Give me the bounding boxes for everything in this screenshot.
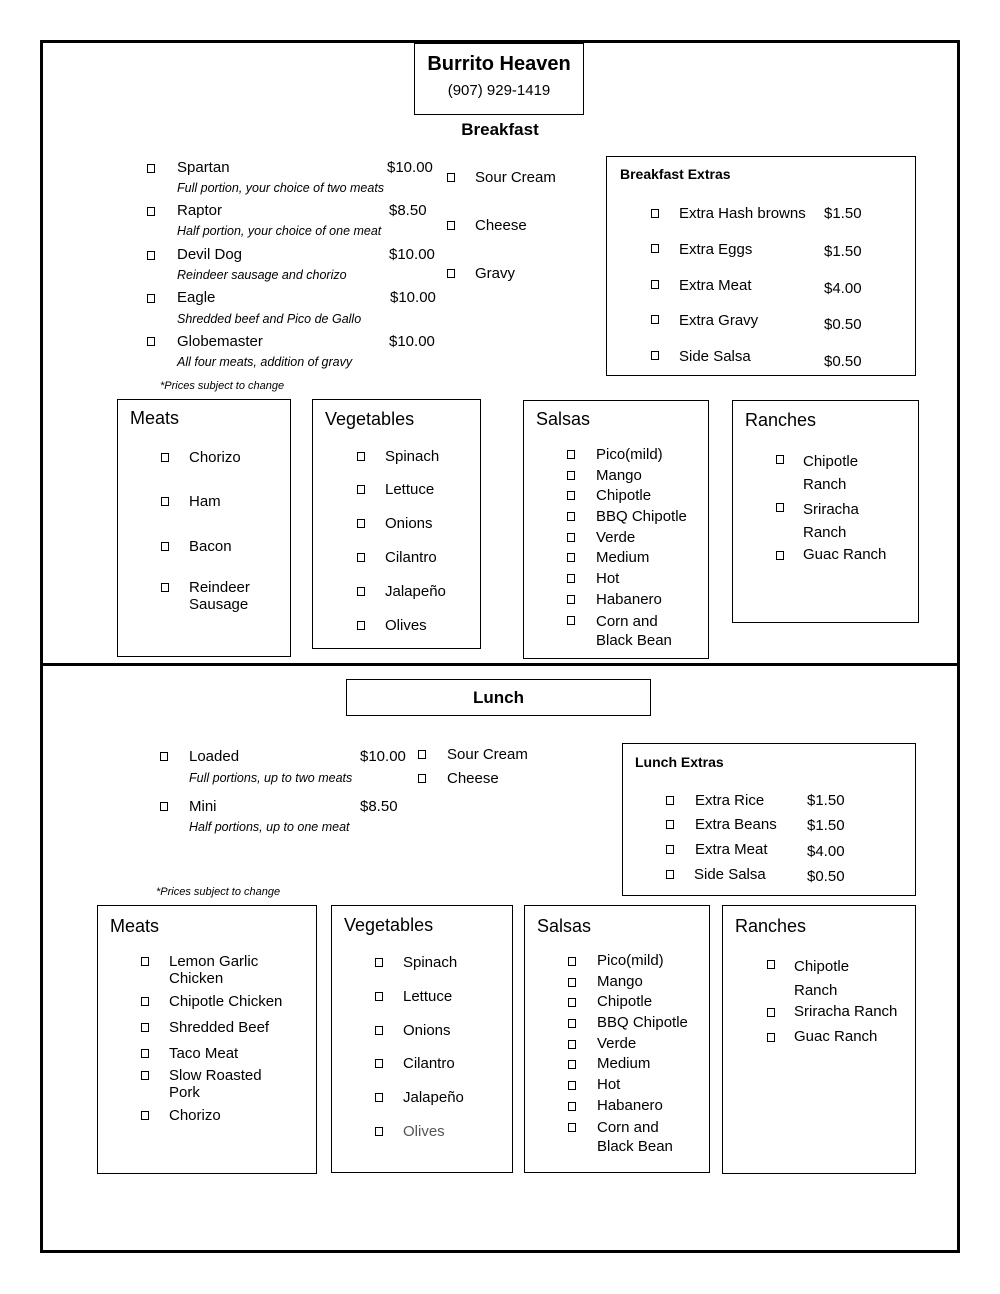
burrito-desc: All four meats, addition of gravy (177, 355, 353, 369)
salsa-label: Verde (596, 529, 636, 546)
lunch-title: Lunch (473, 688, 524, 707)
extra-price: $1.50 (824, 243, 862, 260)
checkbox[interactable] (651, 244, 659, 253)
ranch-label: Sriracha Ranch (794, 1003, 898, 1020)
checkbox[interactable] (357, 587, 365, 596)
burrito-desc: Full portion, your choice of two meats (177, 181, 385, 195)
checkbox[interactable] (447, 173, 455, 182)
extra-name: Extra Rice (695, 792, 765, 809)
vegetable-label: Spinach (403, 954, 458, 971)
vegetable-label: Jalapeño (385, 583, 446, 600)
checkbox[interactable] (567, 574, 575, 583)
salsas-title: Salsas (536, 409, 591, 429)
breakfast-ranches-box (732, 400, 919, 623)
checkbox[interactable] (651, 315, 659, 324)
vegetable-label: Olives (403, 1123, 445, 1140)
burrito-price: $10.00 (390, 289, 436, 306)
meat-label: Chipotle Chicken (169, 993, 283, 1010)
checkbox[interactable] (568, 978, 576, 987)
checkbox[interactable] (161, 497, 169, 506)
burrito-desc: Shredded beef and Pico de Gallo (177, 312, 362, 326)
checkbox[interactable] (375, 958, 383, 967)
lunch-extras-box (622, 743, 916, 896)
extra-price: $4.00 (807, 843, 845, 860)
checkbox[interactable] (568, 1102, 576, 1111)
lunch-ranches-box (722, 905, 916, 1174)
checkbox[interactable] (776, 551, 784, 560)
checkbox[interactable] (160, 802, 168, 811)
checkbox[interactable] (567, 616, 575, 625)
meat-label: Chorizo (189, 449, 241, 466)
breakfast-title: Breakfast (461, 120, 539, 139)
checkbox[interactable] (567, 512, 575, 521)
checkbox[interactable] (567, 533, 575, 542)
lunch-meats-box (97, 905, 317, 1174)
breakfast-salsas-box (523, 400, 709, 659)
lunch-vegetables-box (331, 905, 513, 1173)
restaurant-title: Burrito Heaven (427, 53, 571, 75)
extra-name: Extra Meat (695, 841, 768, 858)
meat-label: Bacon (189, 538, 232, 555)
breakfast-vegetables-box (312, 399, 481, 649)
burrito-name: Globemaster (177, 333, 263, 350)
checkbox[interactable] (418, 774, 426, 783)
salsas-title: Salsas (537, 916, 592, 936)
checkbox[interactable] (666, 820, 674, 829)
checkbox[interactable] (767, 1033, 775, 1042)
checkbox[interactable] (568, 998, 576, 1007)
checkbox[interactable] (161, 542, 169, 551)
burrito-name: Mini (189, 798, 217, 815)
checkbox[interactable] (147, 164, 155, 173)
extra-price: $1.50 (824, 205, 862, 222)
checkbox[interactable] (141, 1049, 149, 1058)
extra-name: Extra Beans (695, 816, 777, 833)
meats-title: Meats (110, 916, 160, 936)
checkbox[interactable] (160, 752, 168, 761)
checkbox[interactable] (666, 796, 674, 805)
meat-label: Ham (189, 493, 221, 510)
checkbox[interactable] (375, 1093, 383, 1102)
extra-name: Side Salsa (679, 348, 751, 365)
checkbox[interactable] (666, 870, 674, 879)
breakfast-extras-box (606, 156, 916, 376)
checkbox[interactable] (147, 337, 155, 346)
extra-price: $0.50 (824, 353, 862, 370)
extra-name: Extra Meat (679, 277, 752, 294)
checkbox[interactable] (447, 269, 455, 278)
checkbox[interactable] (141, 957, 149, 966)
vegetables-title: Vegetables (344, 915, 434, 935)
salsa-label: Habanero (597, 1097, 663, 1114)
checkbox[interactable] (666, 845, 674, 854)
burrito-name: Devil Dog (177, 246, 243, 263)
checkbox[interactable] (147, 251, 155, 260)
extra-name: Extra Eggs (679, 241, 753, 258)
checkbox[interactable] (651, 280, 659, 289)
topping-label: Sour Cream (447, 746, 528, 763)
ranches-title: Ranches (735, 916, 807, 936)
checkbox[interactable] (141, 1111, 149, 1120)
salsa-label: Pico(mild) (596, 446, 663, 463)
breakfast-meats-box (117, 399, 291, 657)
burrito-desc: Half portion, your choice of one meat (177, 224, 382, 238)
burrito-desc: Full portions, up to two meats (189, 771, 353, 785)
salsa-label: Pico(mild) (597, 952, 664, 969)
meats-title: Meats (130, 408, 180, 428)
checkbox[interactable] (357, 452, 365, 461)
vegetable-label: Lettuce (403, 988, 453, 1005)
checkbox[interactable] (776, 503, 784, 512)
vegetable-label: Jalapeño (403, 1089, 464, 1106)
checkbox[interactable] (568, 1060, 576, 1069)
checkbox[interactable] (568, 1040, 576, 1049)
vegetable-label: Onions (385, 515, 433, 532)
checkbox[interactable] (357, 519, 365, 528)
meat-label: Shredded Beef (169, 1019, 270, 1036)
checkbox[interactable] (161, 453, 169, 462)
extra-price: $4.00 (824, 280, 862, 297)
checkbox[interactable] (567, 553, 575, 562)
salsa-label: Hot (597, 1076, 621, 1093)
salsa-label: BBQ Chipotle (597, 1014, 688, 1031)
vegetables-title: Vegetables (325, 409, 415, 429)
burrito-desc: Half portions, up to one meat (189, 820, 350, 834)
checkbox[interactable] (418, 750, 426, 759)
extra-price: $1.50 (807, 817, 845, 834)
prices-note: *Prices subject to change (160, 380, 285, 392)
burrito-name: Loaded (189, 748, 240, 765)
prices-note: *Prices subject to change (156, 886, 281, 898)
checkbox[interactable] (568, 957, 576, 966)
salsa-label: Medium (596, 549, 650, 566)
checkbox[interactable] (568, 1019, 576, 1028)
salsa-label: Chipotle (597, 993, 653, 1010)
extra-price: $0.50 (807, 868, 845, 885)
checkbox[interactable] (141, 997, 149, 1006)
salsa-label: Verde (597, 1035, 637, 1052)
section-divider (40, 663, 960, 666)
checkbox[interactable] (651, 351, 659, 360)
salsa-label: Habanero (596, 591, 662, 608)
ranch-label: Sriracha Ranch (803, 501, 859, 541)
meat-label: Lemon Garlic Chicken (169, 953, 259, 987)
burrito-price: $10.00 (389, 333, 435, 350)
checkbox[interactable] (357, 553, 365, 562)
extra-price: $0.50 (824, 316, 862, 333)
burrito-price: $8.50 (389, 202, 427, 219)
vegetable-label: Lettuce (385, 481, 435, 498)
checkbox[interactable] (141, 1023, 149, 1032)
salsa-label: Corn and Black Bean (597, 1119, 673, 1155)
checkbox[interactable] (161, 583, 169, 592)
extras-title: Breakfast Extras (620, 166, 731, 182)
ranch-label: Guac Ranch (794, 1028, 878, 1045)
extra-name: Extra Hash browns (679, 205, 806, 222)
checkbox[interactable] (567, 471, 575, 480)
salsa-label: Mango (597, 973, 643, 990)
extra-name: Side Salsa (694, 866, 766, 883)
meat-label: Slow Roasted Pork (169, 1067, 262, 1101)
vegetable-label: Spinach (385, 448, 440, 465)
checkbox[interactable] (147, 294, 155, 303)
vegetable-label: Cilantro (403, 1055, 455, 1072)
checkbox[interactable] (147, 207, 155, 216)
checkbox[interactable] (767, 1008, 775, 1017)
checkbox[interactable] (375, 992, 383, 1001)
salsa-label: Medium (597, 1055, 651, 1072)
topping-label: Sour Cream (475, 169, 556, 186)
phone-number: (907) 929-1419 (447, 82, 551, 99)
lunch-salsas-box (524, 905, 710, 1173)
salsa-label: Chipotle (596, 487, 652, 504)
burrito-price: $10.00 (360, 748, 406, 765)
checkbox[interactable] (776, 455, 784, 464)
meat-label: Taco Meat (169, 1045, 239, 1062)
topping-label: Gravy (475, 265, 516, 282)
checkbox[interactable] (568, 1081, 576, 1090)
burrito-name: Eagle (177, 289, 216, 306)
burrito-price: $10.00 (389, 246, 435, 263)
meat-label: Chorizo (169, 1107, 221, 1124)
checkbox[interactable] (767, 960, 775, 969)
checkbox[interactable] (375, 1059, 383, 1068)
ranches-title: Ranches (745, 410, 817, 430)
burrito-name: Spartan (177, 159, 230, 176)
salsa-label: Mango (596, 467, 642, 484)
ranch-label: Guac Ranch (803, 546, 887, 563)
vegetable-label: Olives (385, 617, 427, 634)
checkbox[interactable] (357, 485, 365, 494)
burrito-name: Raptor (177, 202, 223, 219)
checkbox[interactable] (567, 450, 575, 459)
checkbox[interactable] (375, 1026, 383, 1035)
salsa-label: BBQ Chipotle (596, 508, 687, 525)
meat-label: Reindeer Sausage (189, 579, 250, 613)
extra-price: $1.50 (807, 792, 845, 809)
burrito-desc: Reindeer sausage and chorizo (177, 268, 347, 282)
topping-label: Cheese (447, 770, 499, 787)
topping-label: Cheese (475, 217, 527, 234)
burrito-price: $8.50 (360, 798, 398, 815)
checkbox[interactable] (375, 1127, 383, 1136)
vegetable-label: Cilantro (385, 549, 437, 566)
ranch-label: Chipotle Ranch (803, 453, 859, 493)
checkbox[interactable] (141, 1071, 149, 1080)
salsa-label: Corn and Black Bean (596, 613, 672, 649)
checkbox[interactable] (567, 595, 575, 604)
salsa-label: Hot (596, 570, 620, 587)
burrito-price: $10.00 (387, 159, 433, 176)
checkbox[interactable] (567, 491, 575, 500)
checkbox[interactable] (357, 621, 365, 630)
checkbox[interactable] (447, 221, 455, 230)
extra-name: Extra Gravy (679, 312, 759, 329)
extras-title: Lunch Extras (635, 754, 724, 770)
checkbox[interactable] (568, 1123, 576, 1132)
vegetable-label: Onions (403, 1022, 451, 1039)
checkbox[interactable] (651, 209, 659, 218)
ranch-label: Chipotle Ranch (794, 958, 850, 999)
